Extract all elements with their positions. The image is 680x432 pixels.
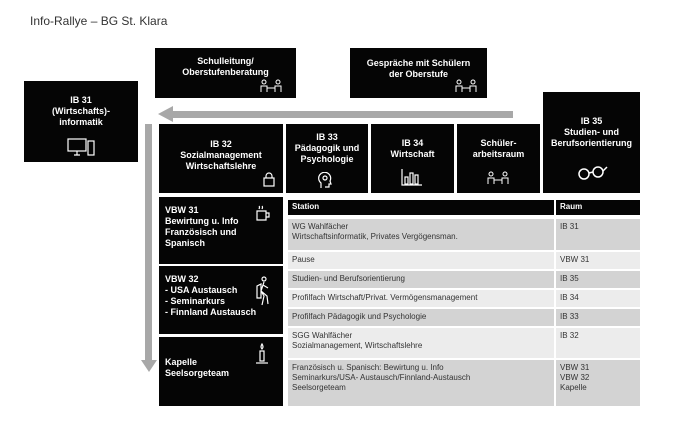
- candle-icon: [255, 343, 269, 365]
- table-cell-raum: IB 31: [556, 219, 640, 250]
- box-ib31: [24, 81, 138, 162]
- box-kapelle-label: Kapelle Seelsorgeteam: [165, 357, 230, 378]
- arrow-left-head: [158, 106, 173, 122]
- glasses-icon: [576, 164, 608, 180]
- travel-icon: [255, 276, 271, 306]
- box-vbw31: [159, 197, 283, 264]
- table-cell-raum: IB 34: [556, 290, 640, 307]
- lock-icon: [263, 172, 275, 187]
- box-schulleitung-label: Schulleitung/ Oberstufenberatung: [182, 56, 269, 77]
- box-ib35: [543, 92, 640, 193]
- box-gespraeche: [350, 48, 487, 98]
- box-vbw32: [159, 266, 283, 334]
- table-header-raum: Raum: [556, 200, 640, 215]
- table-cell-station: Profilfach Pädagogik und Psychologie: [288, 309, 554, 326]
- box-schueler: [457, 124, 540, 193]
- table-cell-station: Studien- und Berufsorientierung: [288, 271, 554, 288]
- box-ib31-label: IB 31 (Wirtschafts)- informatik: [52, 95, 110, 127]
- arrow-left-bar: [172, 111, 513, 118]
- table-cell-station: Französisch u. Spanisch: Bewirtung u. Info Seminarkurs/USA- Austausch/Finnland-Austausch Seelsorgeteam: [288, 360, 554, 406]
- head-icon: [317, 172, 333, 189]
- box-ib32: [159, 124, 283, 193]
- box-ib33-label: IB 33 Pädagogik und Psychologie: [294, 132, 360, 164]
- box-schulleitung: [155, 48, 296, 98]
- meeting-icon: [259, 79, 283, 93]
- computer-icon: [67, 138, 95, 156]
- box-vbw31-label: VBW 31 Bewirtung u. Info Französisch und Spanisch: [165, 205, 239, 248]
- table-cell-station: Profilfach Wirtschaft/Privat. Vermögensmanagement: [288, 290, 554, 307]
- table-cell-raum: VBW 31: [556, 252, 640, 269]
- chart-icon: [401, 168, 423, 186]
- box-gespraeche-label: Gespräche mit Schülern der Oberstufe: [366, 58, 471, 79]
- box-schueler-label: Schüler- arbeitsraum: [472, 138, 525, 159]
- table-cell-raum: VBW 31 VBW 32 Kapelle: [556, 360, 640, 406]
- table-cell-raum: IB 33: [556, 309, 640, 326]
- table-cell-raum: IB 32: [556, 328, 640, 358]
- table-header-station: Station: [288, 200, 554, 215]
- box-ib34-label: IB 34 Wirtschaft: [390, 138, 435, 159]
- box-ib34: [371, 124, 454, 193]
- table-cell-station: WG Wahlfächer Wirtschaftsinformatik, Privates Vergögensman.: [288, 219, 554, 250]
- arrow-down-head: [141, 360, 157, 372]
- box-ib35-label: IB 35 Studien- und Berufsorientierung: [550, 116, 632, 148]
- table-cell-raum: IB 35: [556, 271, 640, 288]
- table-cell-station: Pause: [288, 252, 554, 269]
- box-ib33: [286, 124, 368, 193]
- page-title: Info-Rallye – BG St. Klara: [30, 14, 168, 28]
- table-cell-station: SGG Wahlfächer Sozialmanagement, Wirtschaftslehre: [288, 328, 554, 358]
- meeting-icon: [454, 79, 478, 93]
- arrow-down-bar: [145, 124, 152, 361]
- box-ib32-label: IB 32 Sozialmanagement Wirtschaftslehre: [180, 139, 262, 171]
- box-kapelle: [159, 337, 283, 406]
- cup-icon: [255, 205, 271, 223]
- meeting-icon: [486, 171, 510, 185]
- box-vbw32-label: VBW 32 - USA Austausch - Seminarkurs - Finnland Austausch: [165, 274, 257, 317]
